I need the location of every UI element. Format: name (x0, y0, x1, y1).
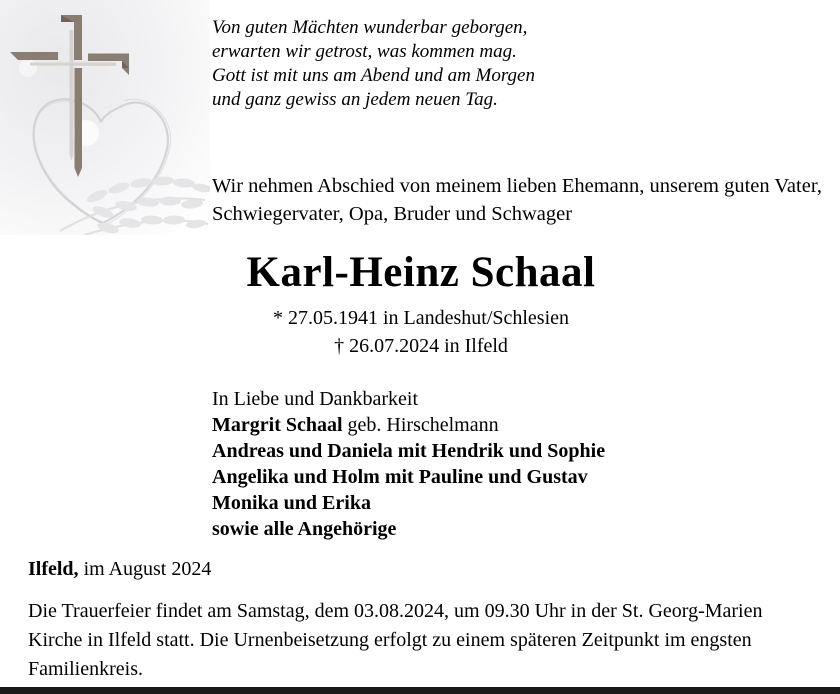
family-intro: In Liebe und Dankbarkeit (212, 388, 419, 410)
family-member: Angelika und Holm mit Pauline und Gustav (212, 466, 588, 488)
birth-date-line: * 27.05.1941 in Landeshut/Schlesien (272, 307, 570, 329)
dateline-place: Ilfeld, (28, 558, 79, 580)
funeral-line: Die Trauerfeier findet am Samstag, dem 03.08.2024, um 09.30 Uhr in der St. Georg-Marien (28, 600, 763, 622)
poem-line: und ganz gewiss an jedem neuen Tag. (212, 89, 498, 110)
family-closing: sowie alle Angehörige (212, 518, 397, 540)
dateline-date: im August 2024 (83, 558, 212, 580)
family-member: Monika und Erika (212, 492, 371, 514)
poem-line: Gott ist mit uns am Abend und am Morgen (212, 65, 535, 86)
funeral-info (28, 597, 828, 684)
poem-line: Von guten Mächten wunderbar geborgen, (212, 17, 528, 38)
bottom-border (0, 687, 840, 694)
dateline (28, 556, 211, 582)
spouse-birthname: geb. Hirschelmann (347, 414, 499, 436)
memorial-artwork (0, 0, 210, 235)
bokeh-circle (19, 59, 37, 77)
family-member: Andreas und Daniela mit Hendrik und Sophie (212, 440, 606, 462)
poem-line: erwarten wir getrost, was kommen mag. (212, 41, 517, 62)
spouse-name: Margrit Schaal (212, 414, 343, 436)
funeral-line: Kirche in Ilfeld statt. Die Urnenbeisetzung erfolgt zu einem späteren Zeitpunkt im engsten (28, 629, 752, 651)
memorial-poem (212, 16, 535, 112)
intro-line: Wir nehmen Abschied von meinem lieben Ehemann, unserem guten Vater, (212, 175, 822, 197)
family-list (212, 386, 605, 542)
deceased-name: Karl-Heinz Schaal (246, 249, 596, 296)
life-dates (206, 304, 636, 360)
deceased-header (206, 248, 636, 360)
spouse-line (212, 412, 605, 438)
death-date-line: † 26.07.2024 in Ilfeld (334, 335, 508, 357)
farewell-intro (212, 172, 840, 228)
funeral-line: Familienkreis. (28, 658, 143, 680)
intro-line: Schwiegervater, Opa, Bruder und Schwager (212, 203, 573, 225)
